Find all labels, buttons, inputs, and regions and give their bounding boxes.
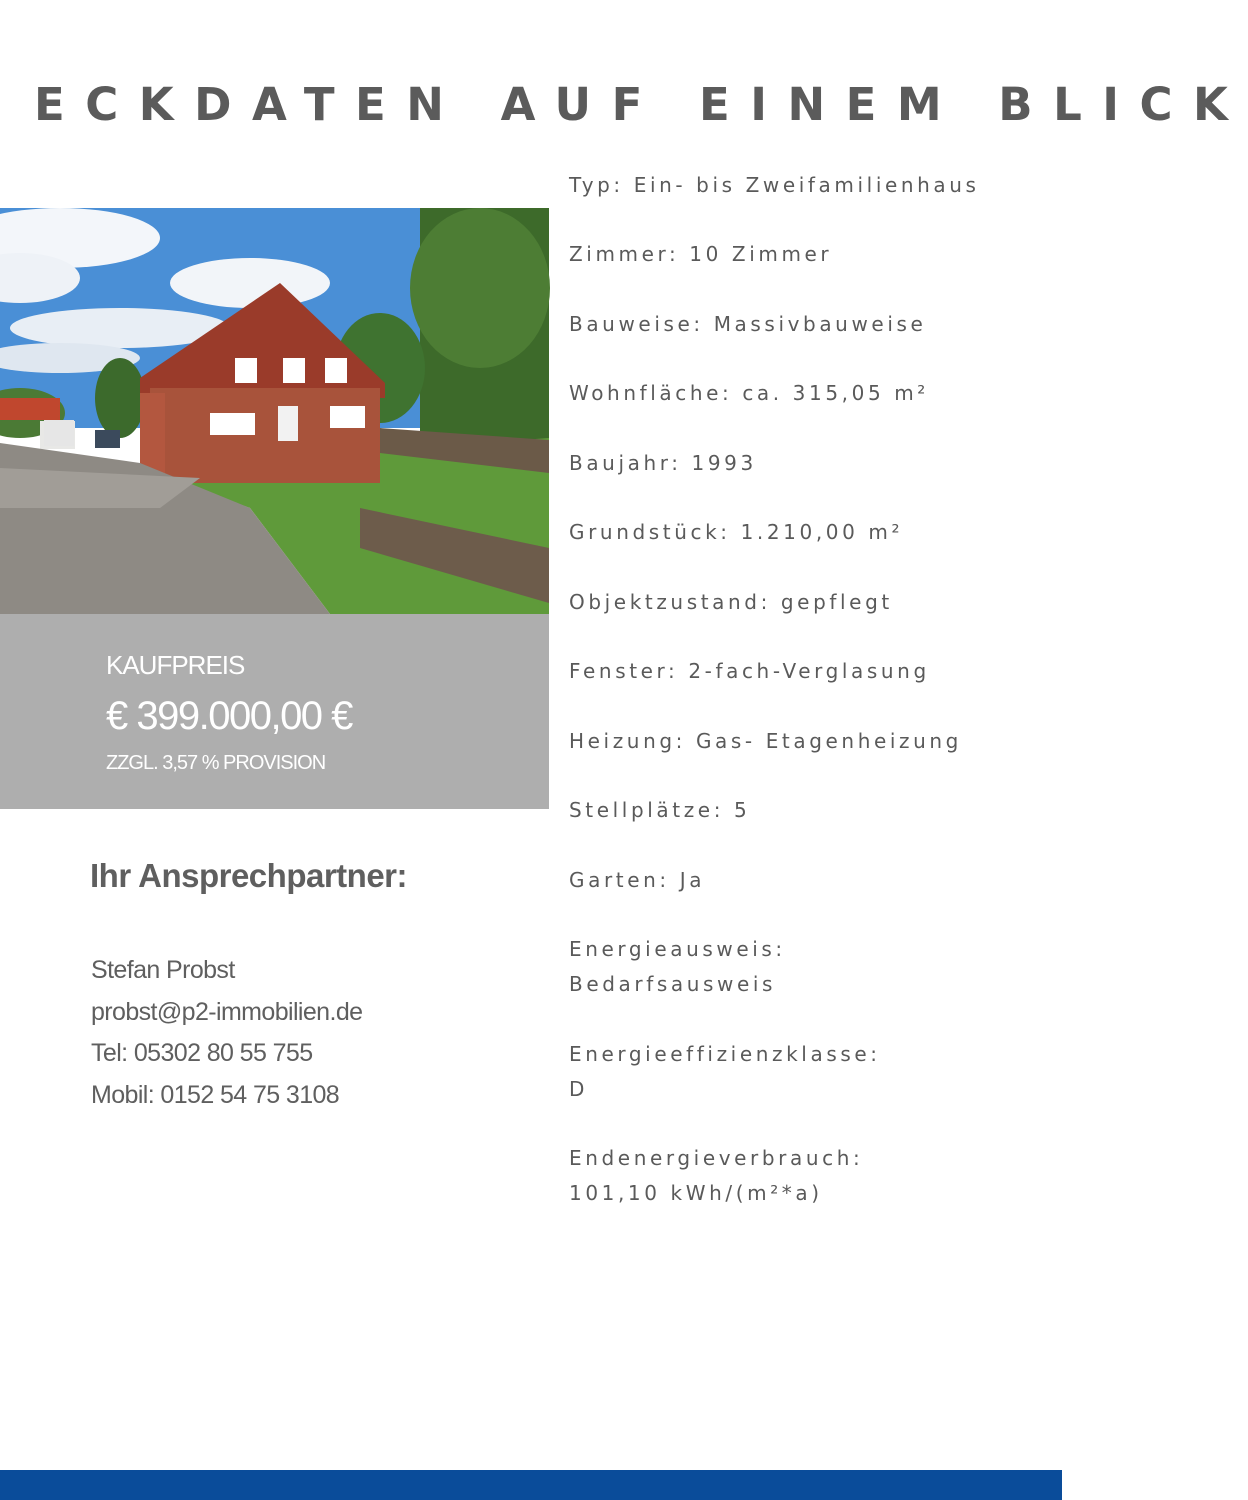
contact-details: [91, 950, 362, 1116]
footer-accent-bar: [0, 1470, 1062, 1500]
fact-windows: Fenster: 2-fach-Verglasung: [569, 659, 930, 683]
page-headline: ECKDATEN AUF EINEM BLICK: [34, 78, 1248, 131]
fact-heating: Heizung: Gas- Etagenheizung: [569, 729, 962, 753]
fact-year-built: Baujahr: 1993: [569, 451, 757, 475]
fact-type: Typ: Ein- bis Zweifamilienhaus: [569, 173, 980, 197]
price-box: [0, 614, 549, 809]
fact-garden: Garten: Ja: [569, 868, 706, 892]
fact-condition: Objektzustand: gepflegt: [569, 590, 893, 614]
fact-plot-size: Grundstück: 1.210,00 m²: [569, 520, 904, 544]
fact-efficiency-class: Energieeffizienzklasse: D: [569, 1042, 881, 1101]
contact-title: Ihr Ansprechpartner:: [90, 857, 408, 894]
fact-energy-consumption: Endenergieverbrauch: 101,10 kWh/(m²*a): [569, 1146, 864, 1205]
fact-living-area: Wohnfläche: ca. 315,05 m²: [569, 381, 929, 405]
contact-name: Stefan Probst: [91, 956, 235, 984]
fact-construction: Bauweise: Massivbauweise: [569, 312, 927, 336]
price-label: KAUFPREIS: [106, 650, 245, 680]
fact-energy-certificate: Energieausweis: Bedarfsausweis: [569, 937, 786, 996]
contact-phone[interactable]: Tel: 05302 80 55 755: [91, 1039, 313, 1067]
property-photo: [0, 208, 549, 614]
price-value: € 399.000,00 €: [106, 694, 352, 738]
contact-email[interactable]: probst@p2-immobilien.de: [91, 997, 363, 1026]
contact-mobile[interactable]: Mobil: 0152 54 75 3108: [91, 1080, 340, 1109]
price-commission-note: ZZGL. 3,57 % PROVISION: [106, 752, 326, 774]
fact-rooms: Zimmer: 10 Zimmer: [569, 242, 833, 266]
fact-parking: Stellplätze: 5: [569, 798, 751, 822]
